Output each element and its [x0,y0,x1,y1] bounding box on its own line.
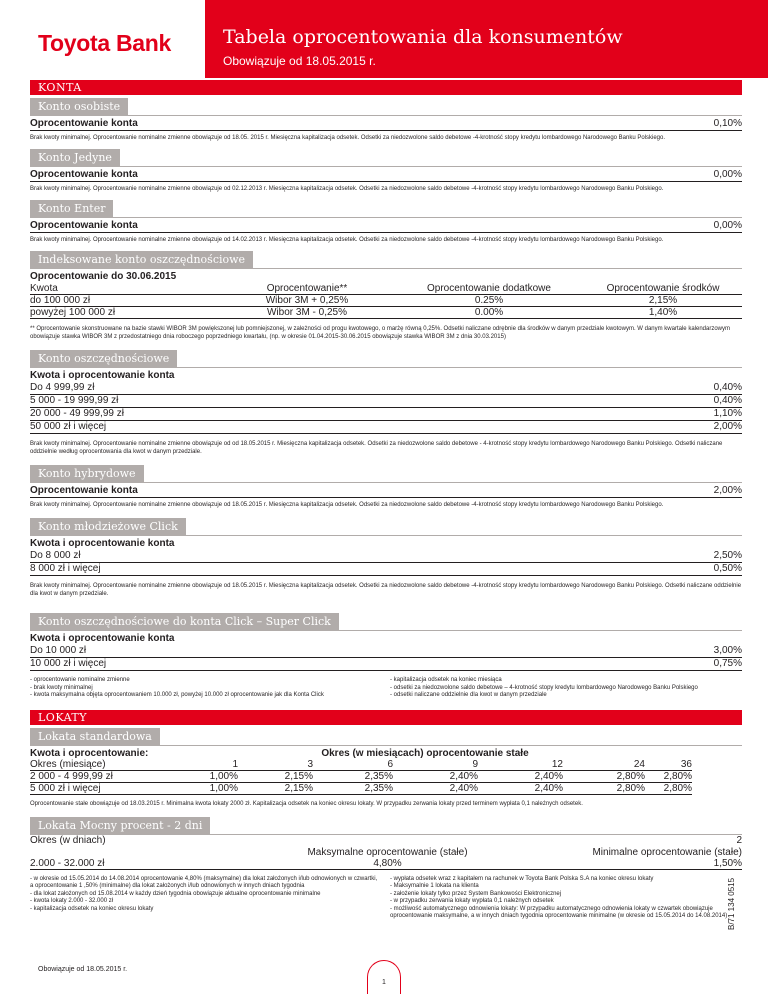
section-lokata-mocny-procent: Lokata Mocny procent - 2 dni [30,817,210,834]
page-subtitle: Obowiązuje od 18.05.2015 r. [223,54,376,68]
note-item: - kwota maksymalna objęta oprocentowaniem 10.000 zł, powyżej 10.000 zł oprocentowanie jak dla Konta Click [30,692,324,698]
rate-row [30,395,742,408]
amount-range: 50 000 zł i więcej [30,421,107,432]
table-cell: 2 000 - 4 999,99 zł [30,771,158,783]
table-cell: 0.00% [394,307,584,319]
amount-range: 2.000 - 32.000 zł [30,857,105,869]
rate-row [30,645,742,658]
table-header: Oprocentowanie dodatkowe [394,283,584,295]
rate-row [30,218,742,233]
section-header [30,250,742,269]
section-note: ** Oprocentowanie skonstruowane na bazie stawki WIBOR 3M powiększonej lub pomniejszonej, w zależności od progu kwotowego, o marżę równą 0,25%. Odsetki naliczane odrębnie dla środków w danym przedziale kwotowym. W danym kwartale kalendarzowym obowiązuje stawka WIBOR 3M z przedostatniego dnia roboczego poprzedniego kwartału, (np. w okresie 01.04.2015-30.06.2015 obowiązuje stawka WIBOR 3M z dnia 30.03.2015) [30,326,730,340]
rate-value: 0,40% [713,382,742,393]
footer-valid-date: Obowiązuje od 18.05.2015 r. [38,966,128,973]
table-cell: do 100 000 zł [30,295,220,307]
section-note: Oprocentowanie stałe obowiązuje od 18.03.2015 r. Minimalna kwota lokaty 2000 zł. Kapitalizacja odsetek na koniec okresu lokaty. W przypadku zerwania lokaty przed terminem wypłata 0,1 należnych odsetek. [30,800,583,807]
note-item: - Maksymalnie 1 lokata na klienta [390,883,479,889]
table-cell: Wibor 3M + 0,25% [220,295,394,307]
content [30,80,742,921]
rate-row [30,382,742,395]
section-header [30,816,742,835]
page-title: Tabela oprocentowania dla konsumentów [223,26,623,48]
section-note: Brak kwoty minimalnej. Oprocentowanie nominalne zmienne obowiązuje od 18.05. 2015 r. Miesięczna kapitalizacja odsetek. Odsetki za niedozwolone saldo debetowe -4-krotność stopy kredytu lombardowego Narodowego Banku Polskiego. [30,135,666,141]
section-header [30,727,742,746]
rate-row [30,167,742,182]
section-header [30,148,742,167]
notes-right [390,876,742,921]
note-item: - odsetki za niedozwolone saldo debetowe – 4-krotność stopy kredytu lombardowego Narodowego Banku Polskiego [390,684,698,691]
section-header [30,612,742,631]
table-header: 12 [478,759,563,771]
table-cell: 2,15% [238,783,313,795]
note-item: - brak kwoty minimalnej [30,684,93,691]
notes-left [30,876,380,921]
mocny-labels [30,847,742,858]
category-konta: KONTA [30,80,742,95]
section-header [30,97,742,116]
rate-label: Kwota i oprocentowanie konta [30,538,175,549]
note-item: - w przypadku zerwania lokaty wypłata 0,1 należnych odsetek [390,898,554,904]
rate-value: 1,10% [713,408,742,419]
section-konto-oszczednosciowe: Konto oszczędnościowe [30,350,177,367]
table-header: 6 [313,759,393,771]
amount-range: 20 000 - 49 999,99 zł [30,408,124,419]
section-konto-jedyne: Konto Jedyne [30,149,120,166]
section-konto-osobiste: Konto osobiste [30,98,128,115]
rate-label: Kwota i oprocentowanie konta [30,370,175,381]
note-item: - dla lokat założonych od 15.08.2014 w każdy dzień tygodnia obowiązuje aktualne oprocentowanie minimalne [30,890,321,897]
table-cell: 1,00% [158,783,238,795]
table-header: Okres (miesiące) [30,759,158,771]
note-item: - kapitalizacja odsetek na koniec okresu lokaty [30,905,154,912]
table-header: 24 [563,759,645,771]
amount-range: Do 4 999,99 zł [30,382,95,393]
table-cell: 2,80% [563,783,645,795]
table-header: Oprocentowanie** [220,283,394,295]
toyota-bank-logo: Toyota Bank [38,30,172,56]
rate-value: 3,00% [713,645,742,656]
section-lokata-standardowa: Lokata standardowa [30,728,160,745]
section-header [30,349,742,368]
rate-row [30,563,742,576]
rate-value: 0,10% [713,118,742,129]
table-header: 1 [158,759,238,771]
note-item: - kapitalizacja odsetek na koniec miesiąca [390,677,502,683]
table-cell: 2,40% [393,783,478,795]
page-number: 1 [367,960,401,994]
min-rate-value: 1,50% [713,857,742,869]
rate-row [30,658,742,671]
rate-label: Oprocentowanie konta [30,485,138,496]
period-row [30,269,742,283]
period-label: Okres (w dniach) [30,834,106,846]
period-row [30,835,742,847]
title-band [205,0,768,78]
amount-range: 5 000 - 19 999,99 zł [30,395,119,406]
section-header [30,517,742,536]
table-header: 36 [645,759,692,771]
period-label: Oprocentowanie do 30.06.2015 [30,271,177,282]
mocny-values [30,858,742,870]
mocny-notes [30,876,742,921]
rate-value: 0,00% [713,169,742,180]
section-konto-enter: Konto Enter [30,200,113,217]
table-cell: 2,40% [478,771,563,783]
category-lokaty: LOKATY [30,710,742,725]
table-label: Kwota i oprocentowanie: [30,747,149,759]
rate-row [30,550,742,563]
rate-value: 0,75% [713,658,742,669]
section-header [30,464,742,483]
note-item: - wypłata odsetek wraz z kapitałem na rachunek w Toyota Bank Polska S.A na koniec okresu lokaty [390,875,654,882]
rate-row [30,408,742,421]
table-cell: 2,15% [238,771,313,783]
table-cell: 2,80% [645,771,692,783]
section-konto-mlodziezowe: Konto młodzieżowe Click [30,518,186,535]
table-cell: powyżej 100 000 zł [30,307,220,319]
table-cell: 0.25% [394,295,584,307]
table-header: Okres (w miesiącach) oprocentowanie stałe [321,747,529,759]
rate-label: Oprocentowanie konta [30,118,138,129]
rate-label: Kwota i oprocentowanie konta [30,633,175,644]
note-item: - oprocentowanie nominalne zmienne [30,677,130,683]
table-cell: Wibor 3M - 0,25% [220,307,394,319]
rate-value: 0,00% [713,220,742,231]
section-indeksowane: Indeksowane konto oszczędnościowe [30,251,253,268]
section-konto-hybrydowe: Konto hybrydowe [30,465,144,482]
super-click-notes [30,677,742,700]
table-cell: 2,15% [584,295,742,307]
indeksowane-table [30,283,742,319]
rate-row [30,116,742,131]
table-cell: 2,80% [645,783,692,795]
table-header: 3 [238,759,313,771]
period-value: 2 [736,834,742,846]
note-item: - możliwość automatycznego odnowienia lokaty: W przypadku automatycznego odnowienia lokaty w czwartek obowiązuje oprocentowanie maksymalne, a w innych dniach tygodnia oprocentowanie minimalne (w okresie od 15.05.2014 do 14.08.2014) [390,905,728,919]
note-item: - odsetki naliczane oddzielnie dla kwot w danym przedziale [390,692,547,698]
section-note: Brak kwoty minimalnej. Oprocentowanie nominalne zmienne obowiązuje od 18.05.2015 r. Miesięczna kapitalizacja odsetek. Odsetki za niedozwolone saldo debetowe -4-krotność stopy kredytu lombardowego Narodowego Banku Polskiego. [30,502,664,508]
table-header: Oprocentowanie środków [584,283,742,295]
table-cell: 2,35% [313,783,393,795]
section-super-click: Konto oszczędnościowe do konta Click – Super Click [30,613,339,630]
section-note: Brak kwoty minimalnej. Oprocentowanie nominalne zmienne obowiązuje od 14.02.2013 r. Miesięczna kapitalizacja odsetek. Odsetki za niedozwolone saldo debetowe -4-krotność stopy kredytu lombardowego Narodowego Banku Polskiego. [30,237,664,243]
section-header [30,199,742,218]
section-note: Brak kwoty minimalnej. Oprocentowanie nominalne zmienne obowiązuje od 02.12.2013 r. Miesięczna kapitalizacja odsetek. Odsetki za niedozwolone saldo debetowe -4-krotność stopy kredytu lombardowego Narodowego Banku Polskiego. [30,186,664,192]
rate-value: 0,40% [713,395,742,406]
amount-range: Do 10 000 zł [30,645,87,656]
table-cell: 2,40% [478,783,563,795]
lokata-table [30,748,742,795]
table-header: Kwota [30,283,220,295]
document-code: B/71 134 0515 [727,877,736,930]
table-cell: 2,80% [563,771,645,783]
amount-range: 8 000 zł i więcej [30,563,101,574]
rate-header-row [30,368,742,382]
rate-value: 0,50% [713,563,742,574]
notes-right [390,677,742,700]
table-cell: 2,35% [313,771,393,783]
amount-range: Do 8 000 zł [30,550,81,561]
rate-value: 2,50% [713,550,742,561]
table-cell: 1,40% [584,307,742,319]
table-cell: 5 000 zł i więcej [30,783,158,795]
min-rate-label: Minimalne oprocentowanie (stałe) [592,846,742,858]
note-item: - założenie lokaty tylko przez System Bankowości Elektronicznej [390,890,562,897]
rate-value: 2,00% [713,485,742,496]
notes-left [30,677,380,700]
note-item: - w okresie od 15.05.2014 do 14.08.2014 oprocentowanie 4,80% (maksymalne) dla lokat założonych i/lub odnowionych w czwartki, a oprocentowanie 1 ,50% (minimalne) dla lokat założonych i/lub odnowionych w innych dniach tygodnia [30,875,378,889]
max-rate-label: Maksymalne oprocentowanie (stałe) [307,846,468,858]
rate-value: 2,00% [713,421,742,432]
amount-range: 10 000 zł i więcej [30,658,107,669]
table-cell: 2,40% [393,771,478,783]
rate-row [30,483,742,498]
section-note: Brak kwoty minimalnej. Oprocentowanie nominalne zmienne obowiązuje od 18.05.2015 r. Miesięczna kapitalizacja odsetek. Odsetki za niedozwolone saldo debetowe -4-krotność stopy kredytu lombardowego Narodowego Banku Polskiego. Odsetki naliczane oddzielnie dla kwot w danym przedziale. [30,583,742,597]
table-cell: 1,00% [158,771,238,783]
table-header: 9 [393,759,478,771]
rate-header-row [30,536,742,550]
note-item: - kwota lokaty 2.000 - 32.000 zł [30,898,114,904]
page-header [0,0,768,78]
max-rate-value: 4,80% [373,857,402,869]
section-note: Brak kwoty minimalnej. Oprocentowanie nominalne zmienne obowiązuje od od 18.05.2015 r. Miesięczna kapitalizacja odsetek. Odsetki za niedozwolone saldo debetowe - 4-krotność stopy kredytu lombardowego Narodowego Banku Polskiego. Odsetki naliczane oddzielnie według oprocentowania dla kwot w danym przedziale. [30,441,723,455]
rate-label: Oprocentowanie konta [30,220,138,231]
rate-header-row [30,631,742,645]
rate-row [30,421,742,434]
rate-label: Oprocentowanie konta [30,169,138,180]
